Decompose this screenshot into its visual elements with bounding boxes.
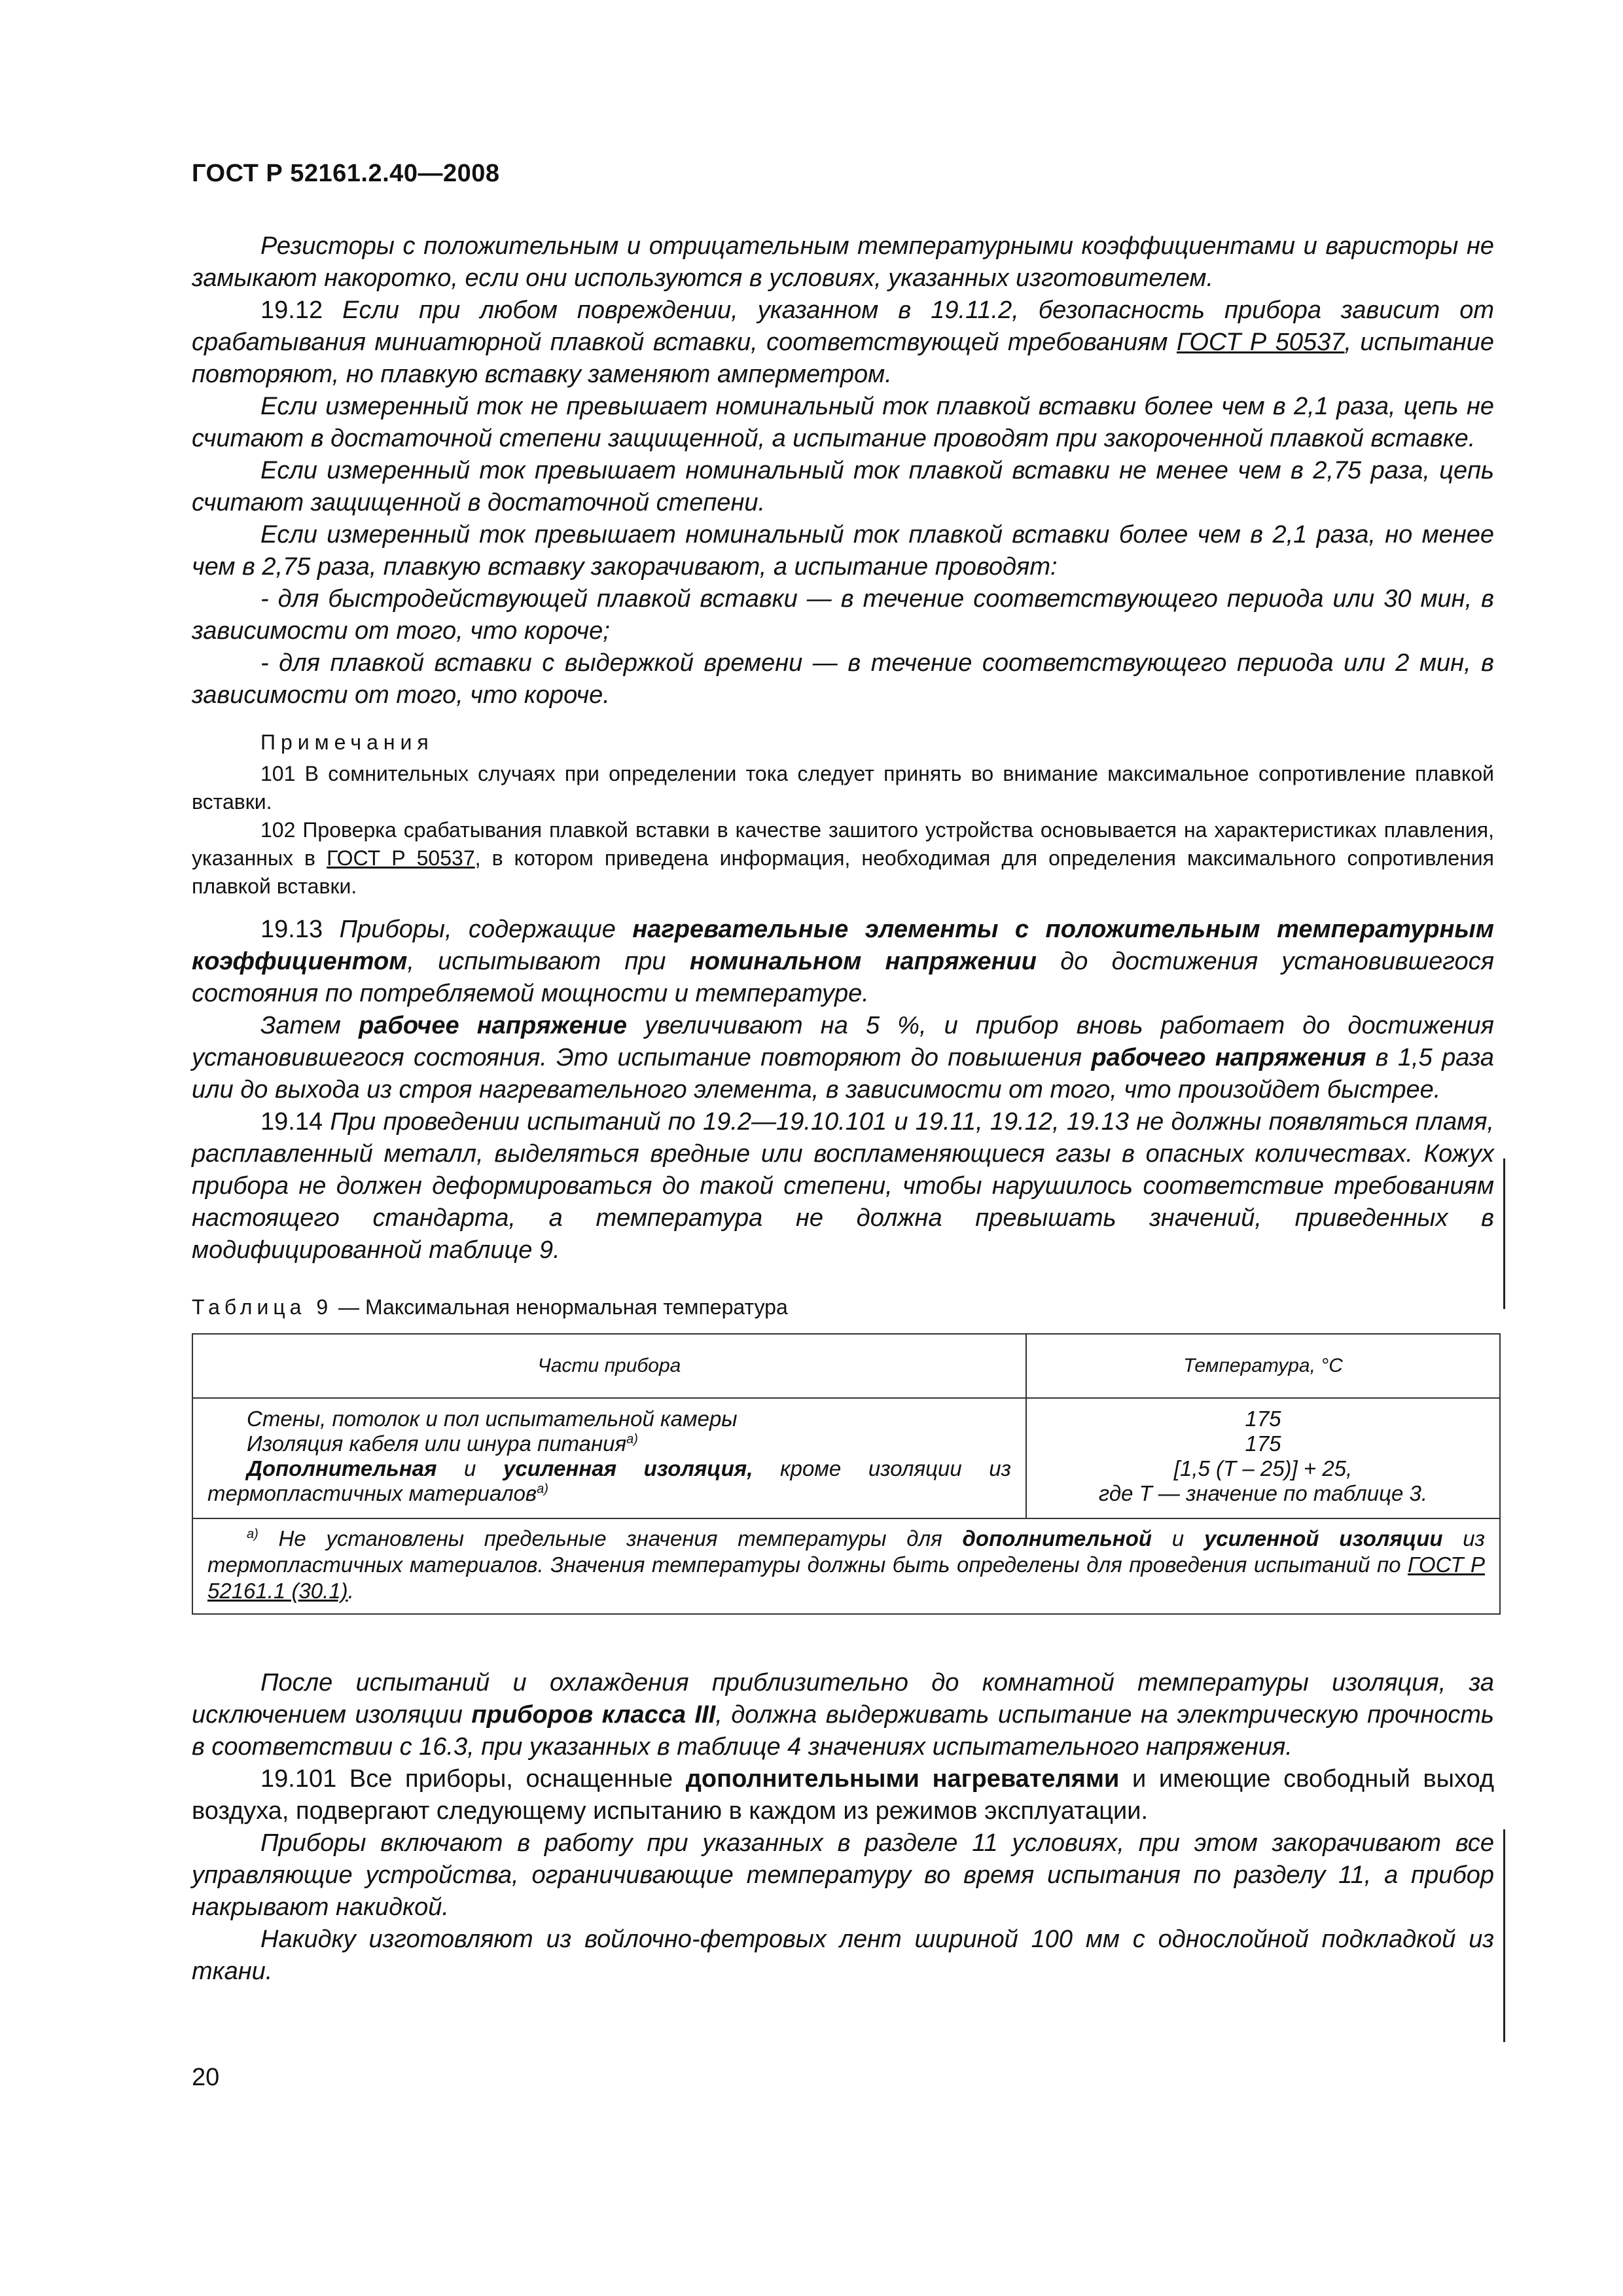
clause-number: 19.13 [260, 916, 323, 943]
note-101: 101 В сомнительных случаях при определении тока следует принять во внимание максимальное сопротивление плавкой вставки. [192, 762, 1494, 814]
clause-19-101 [192, 1763, 1494, 1827]
table-9 [192, 1333, 1501, 1615]
table-label: Таблица 9 [192, 1295, 333, 1319]
paragraph-text: Затем [260, 1012, 359, 1039]
part-text: Изоляция кабеля или шнура питания [247, 1431, 627, 1456]
table-header-row [192, 1334, 1500, 1398]
table-header-parts: Части прибора [192, 1334, 1026, 1398]
table-cell-temperature [1026, 1398, 1500, 1518]
term-bold: номинальном напряжении [689, 948, 1037, 975]
term-bold: нагревательные элементы с положительным температурным коэффициентом [192, 916, 1494, 975]
clause-19-13 [192, 914, 1494, 1010]
clause-text: 19.101 Все приборы, оснащенные [260, 1765, 686, 1793]
table-row [192, 1398, 1500, 1518]
note-text: , в котором приведена информация, необходимая для определения максимального сопротивления плавкой вставки. [192, 846, 1494, 898]
footnote-mark: а) [537, 1482, 548, 1496]
notes-heading: Примечания [260, 730, 434, 754]
table-cell-parts [192, 1398, 1026, 1518]
clause-19-12 [192, 295, 1494, 391]
temperature-formula-note: где T — значение по таблице 3. [1098, 1481, 1428, 1505]
part-walls: Стены, потолок и пол испытательной камеры [247, 1407, 738, 1431]
term-bold: рабочего напряжения [1091, 1044, 1366, 1071]
table-header-temperature: Температура, °С [1026, 1334, 1500, 1398]
paragraph-exceed-range: Если измеренный ток превышает номинальный ток плавкой вставки более чем в 2,1 раза, но менее чем в 2,75 раза, плавкую вставку закорачивают, а испытание проводят: [192, 521, 1494, 581]
note-102 [192, 816, 1494, 901]
clause-19-14 [192, 1106, 1494, 1266]
paragraph-text: увеличивают на 5 %, и прибор вновь работает до достижения установившегося состояния. Это испытание повторяют до повышения [192, 1012, 1494, 1071]
paragraph-resistors: Резисторы с положительным и отрицательным температурными коэффициентами и варисторы не замыкают накоротко, если они используются в условиях, указанных изготовителем. [192, 232, 1494, 292]
clause-text: Если при любом повреждении, указанном в 19.11.2, безопасность прибора зависит от срабатывания миниатюрной плавкой вставки, соответствующей требованиям [192, 296, 1494, 356]
paragraph-text: , должна выдерживать испытание на электрическую прочность в соответствии с 16.3, при указанных в таблице 4 значениях испытательного напряжения. [192, 1701, 1494, 1761]
standard-link[interactable]: ГОСТ Р 50537 [1176, 329, 1345, 356]
part-thermoplastic [207, 1481, 1011, 1506]
page-number: 20 [192, 2064, 220, 2091]
temperature-formula: [1,5 (T – 25)] + 25, [1173, 1456, 1353, 1480]
clause-text: Приборы, содержащие [323, 916, 633, 943]
list-item-fast-fuse: - для быстродействующей плавкой вставки — в течение соответствующего периода или 30 мин, в зависимости от того, что короче; [192, 585, 1494, 645]
term-bold: дополнительной [962, 1526, 1152, 1551]
standard-link[interactable]: ГОСТ Р 52161.1 (30.1) [207, 1552, 1485, 1603]
footnote-mark: а) [247, 1527, 259, 1541]
temperature-value: 175 [1245, 1407, 1281, 1431]
list-item-time-lag-fuse: - для плавкой вставки с выдержкой времени — в течение соответствующего периода или 2 мин, в зависимости от того, что короче. [192, 649, 1494, 709]
clause-text: При проведении испытаний по 19.2—19.10.101 и 19.11, 19.12, 19.13 не должны появляться пламя, расплавленный металл, выделяться вредные или воспламеняющиеся газы в опасных количествах. Кожух прибора не должен деформироваться до такой степени, чтобы нарушилось соответствие требованиям настоящего стандарта, а температура не должна превышать значений, приведенных в модифицированной таблице 9. [192, 1108, 1494, 1264]
paragraph-text: После испытаний и охлаждения приблизительно до комнатной температуры изоляция, за исключением изоляции [192, 1669, 1494, 1729]
clause-number: 19.12 [260, 296, 323, 324]
paragraph-cover-made: Накидку изготовляют из войлочно-фетровых лент шириной 100 мм с однослойной подкладкой из ткани. [192, 1926, 1494, 1985]
clause-text: до достижения установившегося состояния по потребляемой мощности и температуре. [192, 948, 1494, 1007]
term-bold: Дополнительная [247, 1456, 437, 1480]
table-footnote [192, 1518, 1500, 1614]
term-bold: усиленная изоляция, [503, 1456, 753, 1480]
footnote-mark: а) [626, 1432, 638, 1446]
footnote-text: из термопластичных материалов. Значения температуры должны быть определены для проведения испытаний по [207, 1526, 1485, 1577]
term-bold: рабочее напряжение [358, 1012, 627, 1039]
paragraph-exceed-275: Если измеренный ток превышает номинальный ток плавкой вставки не менее чем в 2,75 раза, цепь считают защищенной в достаточной степени. [192, 457, 1494, 516]
change-bar [1503, 1158, 1505, 1309]
part-text: и [437, 1456, 504, 1480]
temperature-value: 175 [1245, 1431, 1281, 1456]
document-body [192, 230, 1494, 1988]
clause-text: и имеющие свободный выход воздуха, подвергают следующему испытанию в каждом из режимов эксплуатации. [192, 1765, 1494, 1825]
term-bold: усиленной изоляции [1204, 1526, 1443, 1551]
paragraph-not-exceed: Если измеренный ток не превышает номинальный ток плавкой вставки более чем в 2,1 раза, цепь не считают в достаточной степени защищенной, а испытание проводят при закороченной плавкой вставке. [192, 393, 1494, 452]
part-supplementary-insulation [207, 1456, 1011, 1481]
paragraph-appliances-switched: Приборы включают в работу при указанных в разделе 11 условиях, при этом закорачивают все управляющие устройства, ограничивающие температуру во время испытания по разделу 11, а прибор накрывают накидкой. [192, 1829, 1494, 1921]
paragraph-after-tests [192, 1667, 1494, 1763]
part-cable-insulation [207, 1431, 1011, 1456]
footnote-text: Не установлены предельные значения температуры для [258, 1526, 963, 1551]
note-text: 102 Проверка срабатывания плавкой вставки в качестве зашитого устройства основывается на характеристиках плавления, указанных в [192, 818, 1494, 870]
standard-link[interactable]: ГОСТ Р 50537 [327, 846, 475, 870]
footnote-text: и [1152, 1526, 1204, 1551]
change-bar [1503, 1829, 1505, 2042]
term-bold: дополнительными нагревателями [685, 1765, 1120, 1793]
table-caption [192, 1293, 1494, 1321]
part-text: кроме изоляции из [753, 1456, 1011, 1480]
clause-number: 19.14 [260, 1108, 323, 1136]
term-bold: приборов класса III [471, 1701, 716, 1729]
paragraph-text: в 1,5 раза или до выхода из строя нагревательного элемента, в зависимости от того, что произойдет быстрее. [192, 1044, 1494, 1103]
table-footnote-row [192, 1518, 1500, 1614]
paragraph-voltage-increase [192, 1010, 1494, 1106]
clause-text: , испытание повторяют, но плавкую вставку заменяют амперметром. [192, 329, 1494, 388]
table-title: — Максимальная ненормальная температура [332, 1295, 788, 1319]
footnote-text: . [348, 1579, 354, 1603]
clause-text: , испытывают при [407, 948, 690, 975]
part-text: термопластичных материалов [207, 1481, 537, 1505]
standard-header: ГОСТ Р 52161.2.40—2008 [192, 160, 500, 187]
